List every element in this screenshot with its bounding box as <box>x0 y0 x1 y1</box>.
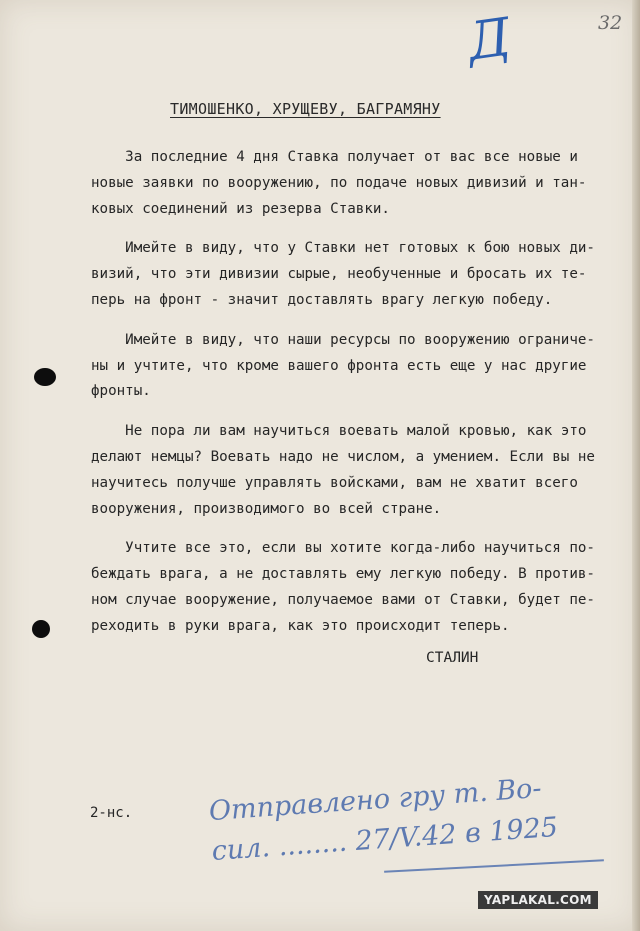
text-line: беждать врага, а не доставлять ему легкую победу. В против- <box>91 566 595 583</box>
text-line: перь на фронт - значит доставлять врагу легкую победу. <box>91 291 553 308</box>
signature: СТАЛИН <box>426 650 479 666</box>
page-edge <box>632 0 640 931</box>
text-line: визий, что эти дивизии сырые, необученные и бросать их те- <box>91 266 587 283</box>
text-line: вооружения, производимого во всей стране. <box>91 500 442 517</box>
text-line: Имейте в виду, что у Ставки нет готовых к бою новых ди- <box>91 240 595 257</box>
punch-hole-top <box>34 368 56 386</box>
handwritten-dispatch-note <box>208 768 560 872</box>
telegram-body <box>91 145 621 640</box>
page-number: 32 <box>598 12 623 34</box>
text-line: Учтите все это, если вы хотите когда-либо научиться по- <box>91 540 595 557</box>
paragraph-5 <box>91 536 621 639</box>
addressee-line: ТИМОШЕНКО, ХРУЩЕВУ, БАГРАМЯНУ <box>170 100 441 118</box>
handwritten-line: сил. ........ 27/V.42 в 1925 <box>210 811 559 868</box>
watermark: YAPLAKAL.COM <box>478 891 598 909</box>
text-line: ны и учтите, что кроме вашего фронта есть еще у нас другие <box>91 357 587 374</box>
handwritten-line: Отправлено гру т. Во- <box>207 772 543 828</box>
text-line: Имейте в виду, что наши ресурсы по вооружению ограниче- <box>91 331 595 348</box>
margin-mark: Д <box>464 7 515 73</box>
handwritten-underline <box>384 859 604 873</box>
text-line: фронты. <box>91 383 151 400</box>
text-line: ковых соединений из резерва Ставки. <box>91 200 390 217</box>
paragraph-1 <box>91 145 621 222</box>
text-line: ном случае вооружение, получаемое вами от Ставки, будет пе- <box>91 591 595 608</box>
text-line: За последние 4 дня Ставка получает от вас все новые и <box>91 149 578 165</box>
text-line: делают немцы? Воевать надо не числом, а умением. Если вы не <box>91 448 595 465</box>
paragraph-2 <box>91 236 621 313</box>
reference-code: 2-нс. <box>90 805 133 821</box>
text-line: новые заявки по вооружению, по подаче новых дивизий и тан- <box>91 174 587 191</box>
paragraph-3 <box>91 328 621 405</box>
paragraph-4 <box>91 419 621 522</box>
text-line: реходить в руки врага, как это происходит теперь. <box>91 617 510 634</box>
text-line: научитесь получше управлять войсками, вам не хватит всего <box>91 474 578 491</box>
text-line: Не пора ли вам научиться воевать малой кровью, как это <box>91 423 587 440</box>
punch-hole-bottom <box>32 620 50 638</box>
